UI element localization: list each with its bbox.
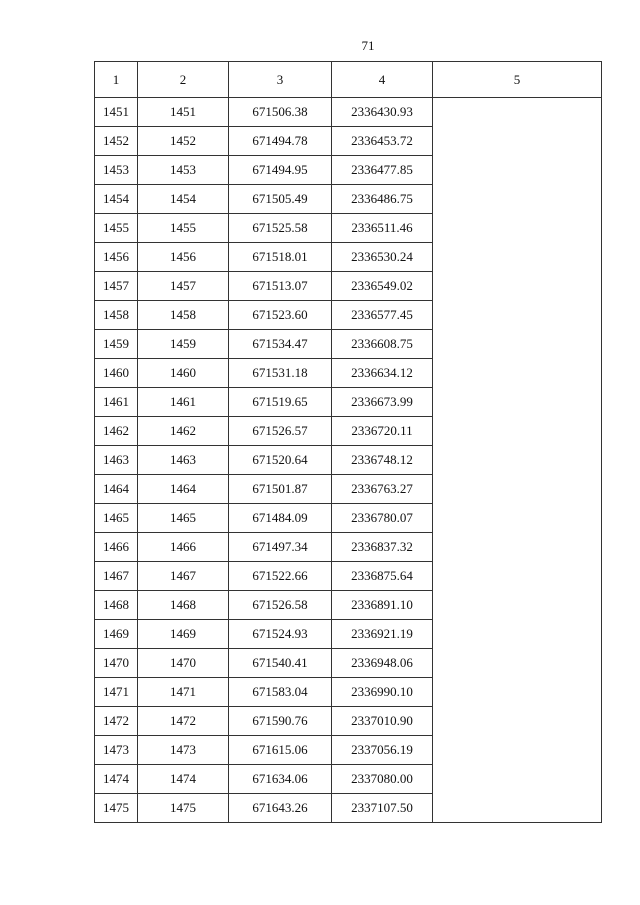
- table-cell-col-1: 1465: [95, 504, 138, 533]
- table-cell-col-4: 2336608.75: [332, 330, 433, 359]
- table-cell-col-2: 1452: [138, 127, 229, 156]
- table-cell-col-3: 671505.49: [229, 185, 332, 214]
- table-cell-col-3: 671531.18: [229, 359, 332, 388]
- table-cell-col-4: 2336530.24: [332, 243, 433, 272]
- table-cell-col-2: 1460: [138, 359, 229, 388]
- table-cell-col-2: 1451: [138, 98, 229, 127]
- table-cell-col-3: 671534.47: [229, 330, 332, 359]
- table-cell-col-3: 671525.58: [229, 214, 332, 243]
- table-cell-col-1: 1453: [95, 156, 138, 185]
- table-cell-col-2: 1453: [138, 156, 229, 185]
- table-cell-col-1: 1472: [95, 707, 138, 736]
- table-cell-col-3: 671506.38: [229, 98, 332, 127]
- table-cell-col-4: 2336549.02: [332, 272, 433, 301]
- table-cell-col-1: 1464: [95, 475, 138, 504]
- table-cell-col-3: 671518.01: [229, 243, 332, 272]
- column-header-4: 4: [332, 62, 433, 98]
- table-cell-col-3: 671484.09: [229, 504, 332, 533]
- table-cell-col-4: 2336634.12: [332, 359, 433, 388]
- coordinates-table: [94, 61, 602, 823]
- table-cell-col-2: 1462: [138, 417, 229, 446]
- table-cell-col-1: 1460: [95, 359, 138, 388]
- table-cell-col-4: 2336477.85: [332, 156, 433, 185]
- table-row: [95, 98, 602, 127]
- table-cell-col-4: 2336486.75: [332, 185, 433, 214]
- table-cell-col-4: 2336453.72: [332, 127, 433, 156]
- table-header: [95, 62, 602, 98]
- table-cell-col-1: 1471: [95, 678, 138, 707]
- table-cell-col-4: 2336837.32: [332, 533, 433, 562]
- table-cell-col-3: 671590.76: [229, 707, 332, 736]
- table-cell-col-1: 1459: [95, 330, 138, 359]
- table-cell-col-4: 2336673.99: [332, 388, 433, 417]
- table-cell-col-3: 671524.93: [229, 620, 332, 649]
- table-cell-col-1: 1457: [95, 272, 138, 301]
- table-cell-col-3: 671526.58: [229, 591, 332, 620]
- table-cell-col-1: 1475: [95, 794, 138, 823]
- table-cell-col-2: 1458: [138, 301, 229, 330]
- table-cell-col-4: 2336511.46: [332, 214, 433, 243]
- table-cell-col-3: 671520.64: [229, 446, 332, 475]
- table-cell-col-2: 1461: [138, 388, 229, 417]
- table-cell-col-3: 671634.06: [229, 765, 332, 794]
- table-cell-col-1: 1458: [95, 301, 138, 330]
- table-cell-col-4: 2336780.07: [332, 504, 433, 533]
- page-number: 71: [361, 38, 375, 53]
- column-header-2: 2: [138, 62, 229, 98]
- table-cell-col-4: 2336891.10: [332, 591, 433, 620]
- table-cell-col-3: 671540.41: [229, 649, 332, 678]
- table-cell-col-4: 2337080.00: [332, 765, 433, 794]
- table-cell-col-2: 1466: [138, 533, 229, 562]
- table-cell-col-3: 671519.65: [229, 388, 332, 417]
- table-cell-col-4: 2336577.45: [332, 301, 433, 330]
- table-cell-col-2: 1463: [138, 446, 229, 475]
- table-cell-col-3: 671501.87: [229, 475, 332, 504]
- table-cell-col-1: 1473: [95, 736, 138, 765]
- table-cell-col-1: 1455: [95, 214, 138, 243]
- table-cell-col-2: 1465: [138, 504, 229, 533]
- table-cell-col-3: 671583.04: [229, 678, 332, 707]
- table-cell-col-4: 2336748.12: [332, 446, 433, 475]
- table-cell-col-3: 671494.78: [229, 127, 332, 156]
- table-cell-col-3: 671522.66: [229, 562, 332, 591]
- table-cell-col-4: 2336430.93: [332, 98, 433, 127]
- column-header-5: 5: [433, 62, 602, 98]
- table-cell-col-4: 2336763.27: [332, 475, 433, 504]
- table-cell-col-2: 1470: [138, 649, 229, 678]
- table-cell-col-2: 1464: [138, 475, 229, 504]
- table-cell-col-3: 671494.95: [229, 156, 332, 185]
- table-cell-col-3: 671523.60: [229, 301, 332, 330]
- table-cell-col-1: 1474: [95, 765, 138, 794]
- table-cell-col-1: 1451: [95, 98, 138, 127]
- table-cell-col-1: 1470: [95, 649, 138, 678]
- table-cell-col-2: 1475: [138, 794, 229, 823]
- table-cell-col-2: 1456: [138, 243, 229, 272]
- table-cell-col-3: 671526.57: [229, 417, 332, 446]
- table-cell-col-2: 1472: [138, 707, 229, 736]
- table-cell-col-1: 1462: [95, 417, 138, 446]
- table-cell-col-1: 1454: [95, 185, 138, 214]
- table-cell-col-1: 1466: [95, 533, 138, 562]
- table-cell-col-1: 1452: [95, 127, 138, 156]
- table-cell-col-1: 1469: [95, 620, 138, 649]
- column-header-3: 3: [229, 62, 332, 98]
- table-cell-col-2: 1457: [138, 272, 229, 301]
- table-cell-col-1: 1468: [95, 591, 138, 620]
- table-cell-col-3: 671513.07: [229, 272, 332, 301]
- header-row: [95, 62, 602, 98]
- table-cell-col-4: 2336720.11: [332, 417, 433, 446]
- table-cell-col-4: 2336990.10: [332, 678, 433, 707]
- table-cell-col-2: 1469: [138, 620, 229, 649]
- table-cell-col-5: [433, 98, 602, 823]
- table-cell-col-3: 671497.34: [229, 533, 332, 562]
- table-cell-col-4: 2336948.06: [332, 649, 433, 678]
- table-cell-col-2: 1455: [138, 214, 229, 243]
- table-cell-col-1: 1463: [95, 446, 138, 475]
- table-cell-col-2: 1467: [138, 562, 229, 591]
- table-cell-col-2: 1474: [138, 765, 229, 794]
- table-cell-col-2: 1473: [138, 736, 229, 765]
- table-cell-col-4: 2337056.19: [332, 736, 433, 765]
- table-cell-col-4: 2337107.50: [332, 794, 433, 823]
- table-cell-col-4: 2336875.64: [332, 562, 433, 591]
- column-header-1: 1: [95, 62, 138, 98]
- table-cell-col-3: 671643.26: [229, 794, 332, 823]
- table-cell-col-4: 2336921.19: [332, 620, 433, 649]
- table-cell-col-2: 1454: [138, 185, 229, 214]
- table-cell-col-1: 1456: [95, 243, 138, 272]
- table-cell-col-1: 1461: [95, 388, 138, 417]
- table-cell-col-2: 1459: [138, 330, 229, 359]
- table-cell-col-2: 1468: [138, 591, 229, 620]
- table-cell-col-4: 2337010.90: [332, 707, 433, 736]
- table-cell-col-2: 1471: [138, 678, 229, 707]
- table-cell-col-3: 671615.06: [229, 736, 332, 765]
- table-cell-col-1: 1467: [95, 562, 138, 591]
- table-body: [95, 98, 602, 823]
